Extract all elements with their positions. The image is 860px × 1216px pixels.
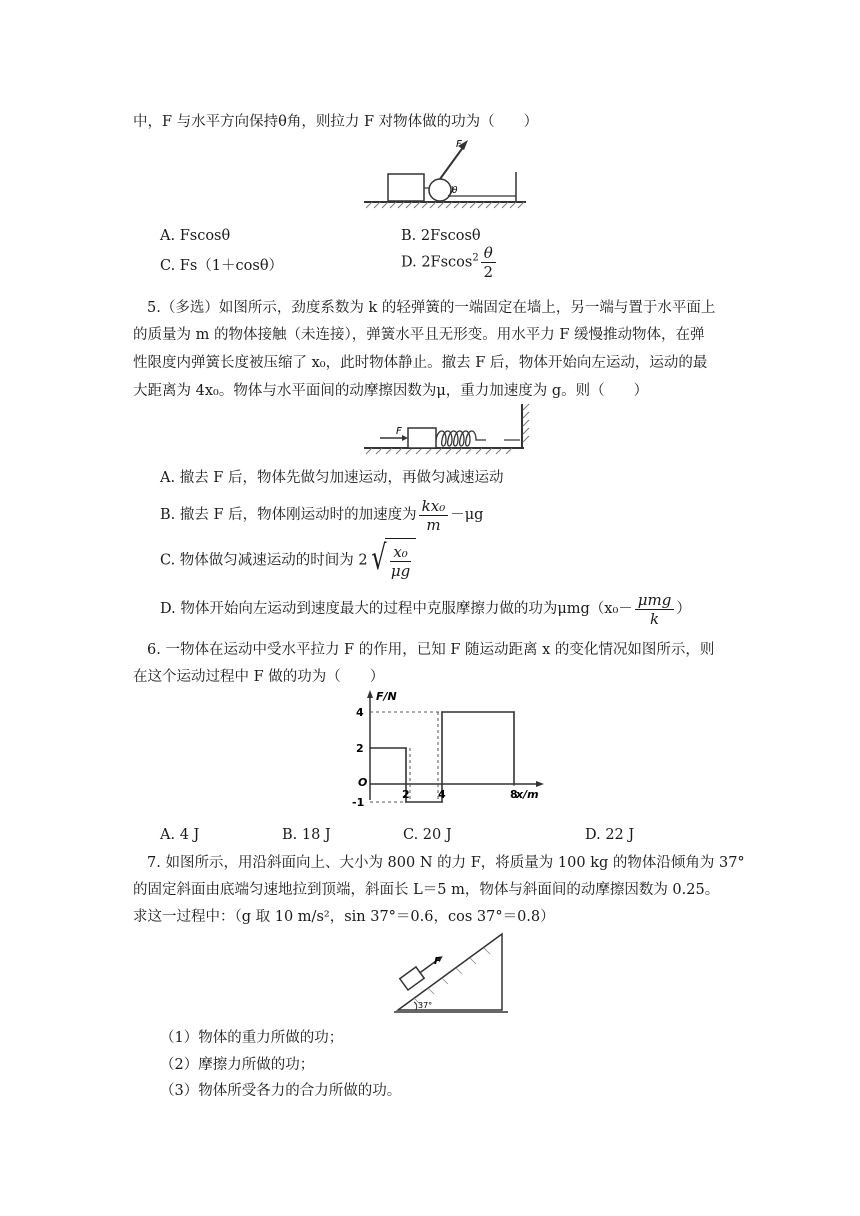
q4-option-a: A. Fscosθ	[160, 228, 231, 244]
q5-option-b-suffix: －μg	[450, 507, 484, 523]
q5-option-a: A. 撤去 F 后，物体先做匀加速运动，再做匀减速运动	[160, 470, 504, 486]
q5-line-3: 性限度内弹簧长度被压缩了 x₀，此时物体静止。撤去 F 后，物体开始向左运动，运动的最	[133, 355, 708, 371]
q6-line-1: 6. 一物体在运动中受水平拉力 F 的作用，已知 F 随运动距离 x 的变化情况如图所示，则	[147, 642, 715, 658]
q6-chart-point	[405, 747, 407, 749]
q6-option-b: B. 18 J	[282, 827, 331, 843]
q7-figure-force-label: F	[434, 956, 441, 967]
q6-chart-point	[441, 801, 443, 803]
q7-sub-2: （2）摩擦力所做的功；	[160, 1057, 315, 1073]
q5-figure	[360, 402, 535, 458]
q4-option-d-num: θ	[481, 244, 496, 263]
q5-option-b-prefix: B. 撤去 F 后，物体刚运动时的加速度为	[160, 507, 417, 523]
q6-option-d: D. 22 J	[585, 827, 635, 843]
q7-line-3: 求这一过程中：（g 取 10 m/s²，sin 37°＝0.6，cos 37°＝0.8）	[133, 909, 555, 925]
q6-chart-point	[369, 747, 371, 749]
q6-option-c: C. 20 J	[403, 827, 452, 843]
q6-chart-origin: O	[358, 776, 368, 789]
q4-option-d	[401, 244, 498, 281]
q6-chart-xtick-label: 4	[438, 788, 446, 801]
q5-option-c-den: μg	[390, 561, 411, 580]
q5-line-1: 5.（多选）如图所示，劲度系数为 k 的轻弹簧的一端固定在墙上，另一端与置于水平面上	[147, 300, 716, 316]
q5-line-2: 的质量为 m 的物体接触（未连接），弹簧水平且无形变。用水平力 F 缓慢推动物体，在弹	[133, 327, 705, 343]
q5-option-b-den: m	[426, 515, 441, 534]
q4-option-b: B. 2Fscosθ	[401, 228, 481, 244]
q6-chart-point	[405, 801, 407, 803]
q5-option-d-suffix: ）	[676, 601, 691, 617]
q5-option-d-num: μmg	[635, 591, 675, 610]
q4-figure-angle-label: θ	[452, 186, 458, 196]
q4-stem: 中，F 与水平方向保持θ角，则拉力 F 对物体做的功为（ ）	[133, 114, 539, 130]
q6-chart-ytick-label: 4	[356, 706, 364, 719]
q4-figure	[360, 136, 530, 214]
q6-line-2: 在这个运动过程中 F 做的功为（ ）	[133, 669, 385, 685]
q5-option-d	[160, 588, 691, 630]
q4-option-d-prefix: D. 2Fscos	[401, 254, 473, 271]
q5-option-d-fraction	[635, 591, 675, 628]
q5-option-d-den: k	[650, 609, 660, 628]
q4-option-d-sup: 2	[472, 252, 479, 264]
q5-option-c	[160, 538, 416, 583]
q4-option-d-den: 2	[483, 263, 494, 281]
q6-chart-axes	[367, 690, 544, 800]
q6-chart-point	[441, 711, 443, 713]
q4-figure-force-label: F	[456, 139, 462, 150]
q7-sub-3: （3）物体所受各力的合力所做的功。	[160, 1083, 402, 1099]
q6-option-a: A. 4 J	[160, 827, 200, 843]
q7-line-2: 的固定斜面由底端匀速地拉到顶端，斜面长 L＝5 m，物体与斜面间的动摩擦因数为 0.25。	[133, 882, 720, 898]
q6-chart-xlabel: x/m	[516, 788, 539, 801]
q5-option-c-num: x₀	[390, 543, 410, 562]
q7-figure-angle-label: 37°	[418, 1001, 433, 1010]
q5-option-b-num: kx₀	[419, 497, 449, 516]
q6-chart-ytick-label: -1	[352, 796, 365, 808]
q7-sub-1: （1）物体的重力所做的功；	[160, 1030, 344, 1046]
q6-chart-xtick-label: 8	[510, 788, 518, 801]
q5-line-4: 大距离为 4x₀。物体与水平面间的动摩擦因数为μ，重力加速度为 g。则（ ）	[133, 383, 649, 399]
q4-option-c: C. Fs（1＋cosθ）	[160, 258, 284, 274]
q6-chart-ylabel: F/N	[376, 690, 397, 703]
sqrt-symbol-icon: √	[370, 538, 387, 578]
q5-option-c-prefix: C. 物体做匀减速运动的时间为 2	[160, 552, 368, 569]
q4-option-d-fraction	[481, 244, 496, 281]
q7-figure	[390, 924, 514, 1016]
q5-figure-force-label: F	[396, 426, 402, 437]
q5-option-c-sqrt	[368, 538, 416, 583]
q6-chart-ytick-label: 2	[356, 742, 364, 755]
q7-line-1: 7. 如图所示，用沿斜面向上、大小为 800 N 的力 F，将质量为 100 kg 的物体沿倾角为 37°	[147, 855, 745, 871]
q6-chart-xtick-label: 2	[402, 788, 410, 801]
q6-chart-point	[513, 711, 515, 713]
q5-option-c-fraction	[390, 543, 410, 580]
q5-option-b	[160, 494, 483, 536]
q5-option-d-prefix: D. 物体开始向左运动到速度最大的过程中克服摩擦力做的功为μmg（x₀－	[160, 601, 633, 617]
q6-chart	[340, 686, 550, 808]
q5-option-b-fraction	[419, 497, 449, 534]
